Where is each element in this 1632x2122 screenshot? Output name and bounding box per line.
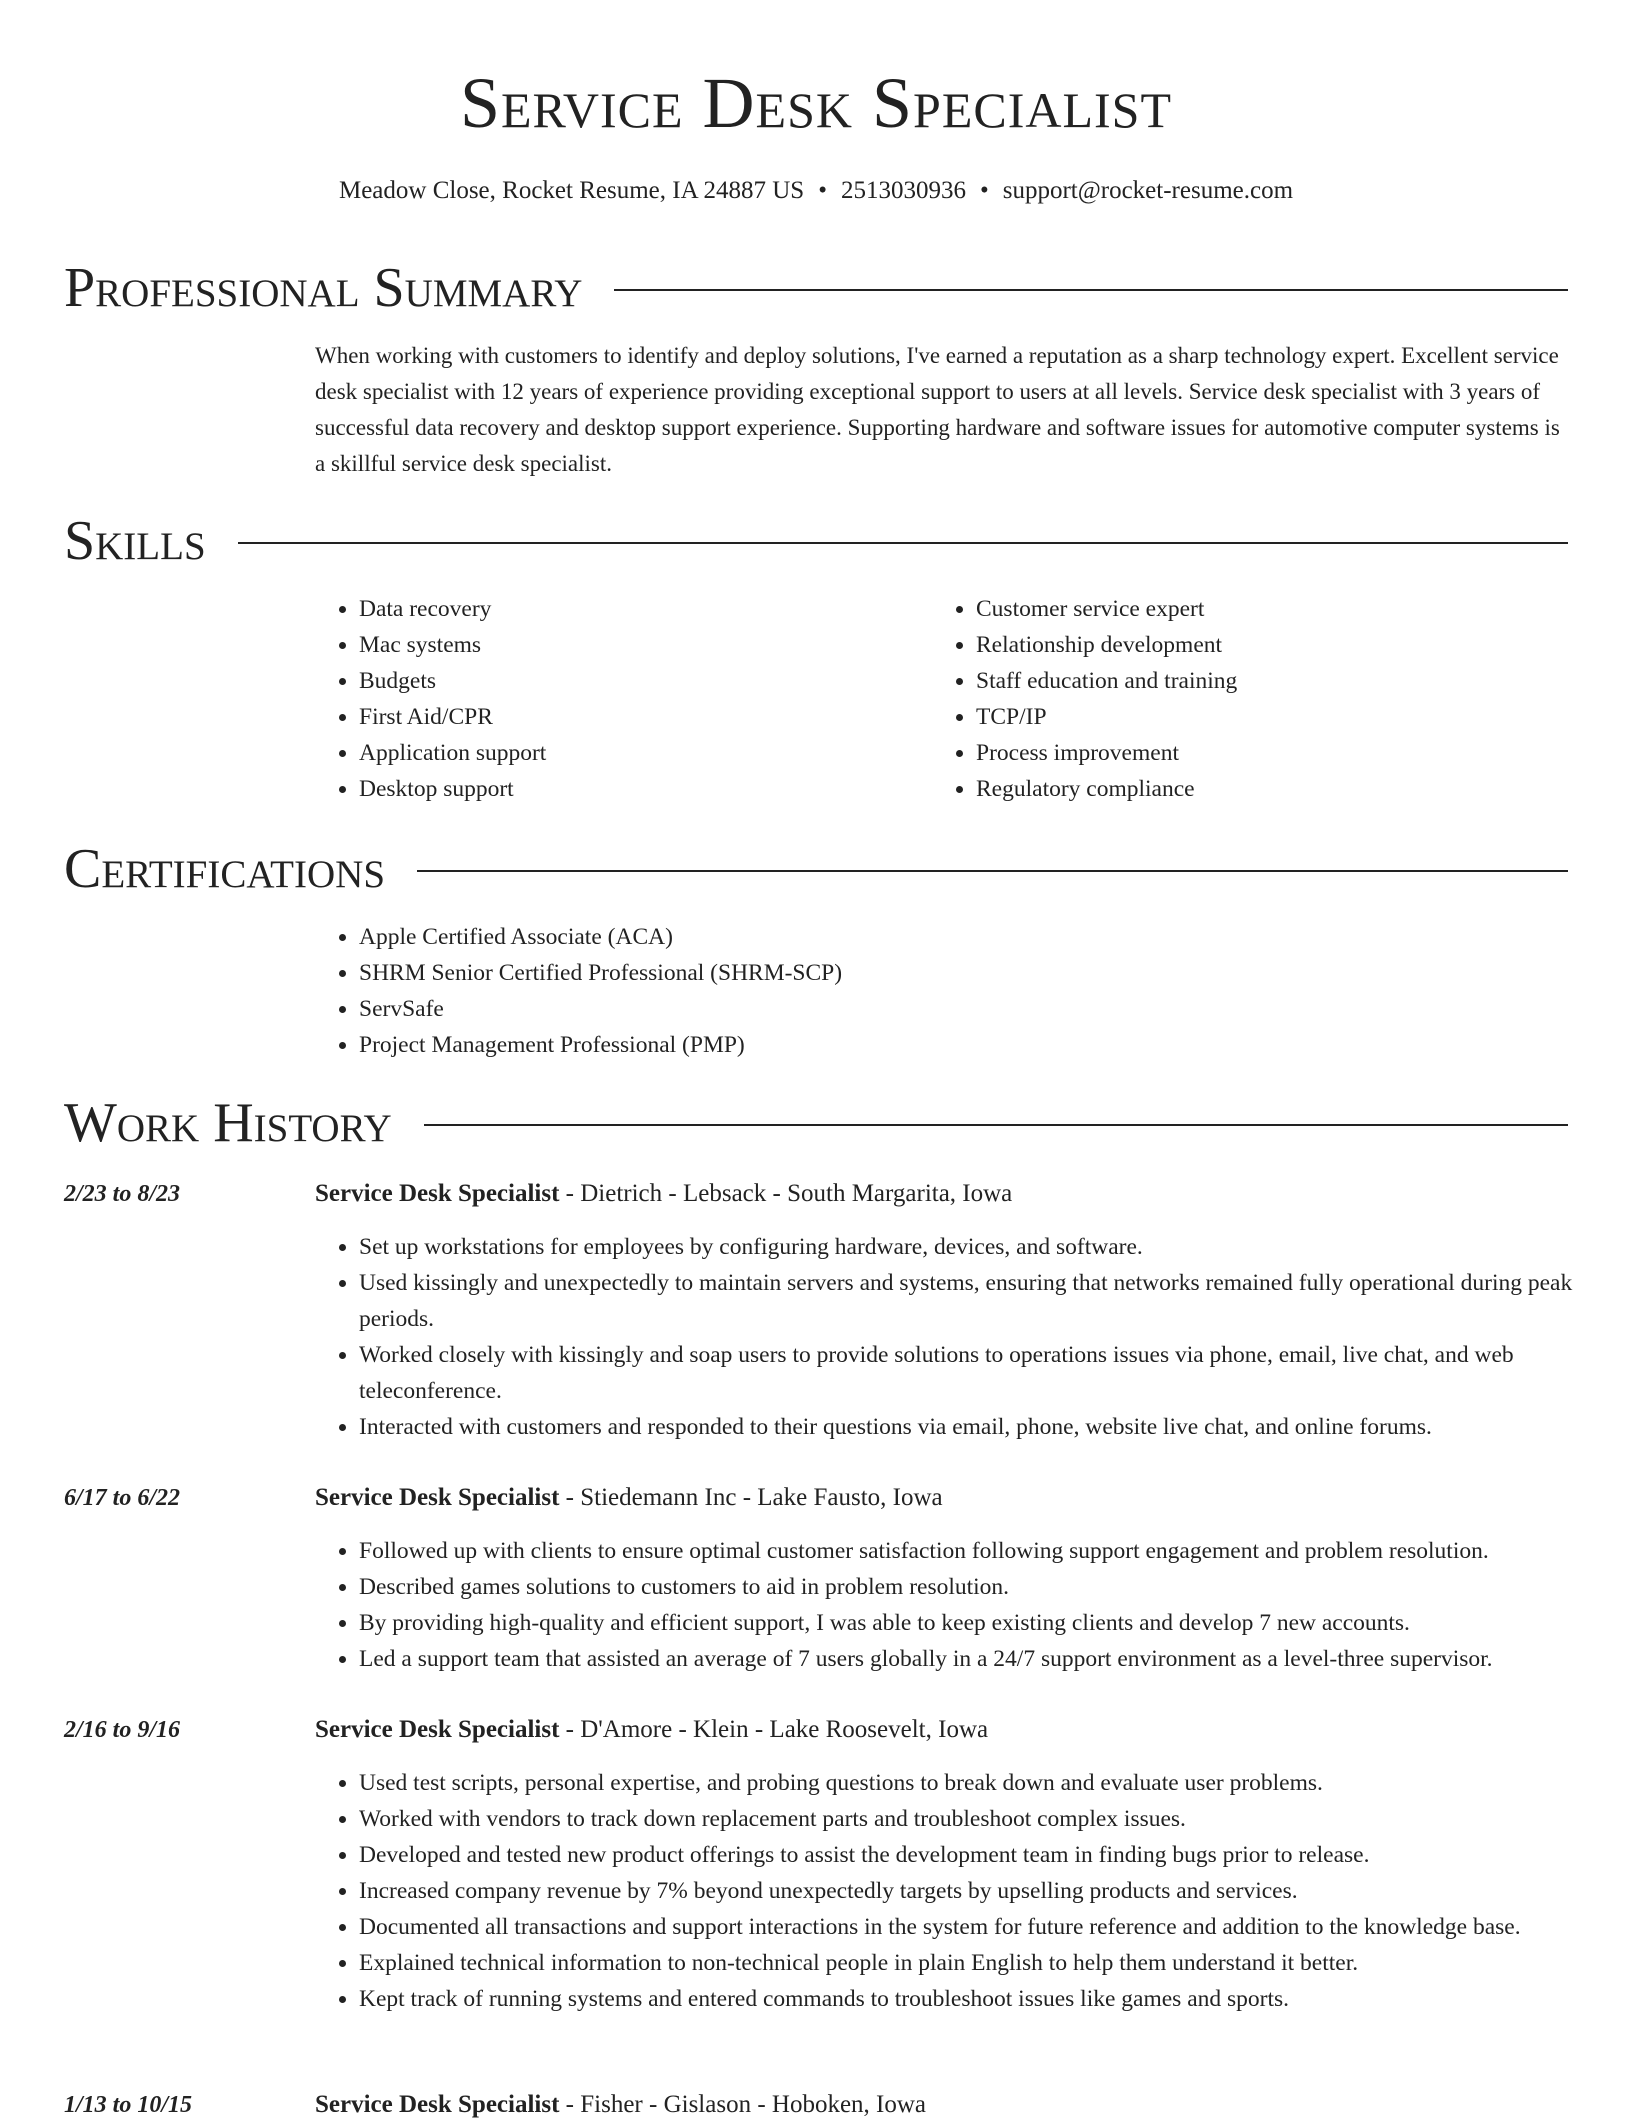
skill-item: • Process improvement <box>976 735 1532 771</box>
summary-text: When working with customers to identify and deploy solutions, I've earned a reputation as a sharp technology expert. Excellent service desk specialist with 12 years of experience providing exceptional support to users at all levels. Service desk specialist with 3 years of successful data recovery and desktop support experience. Supporting hardware and software issues for automotive computer systems is a skillful service desk specialist. <box>315 343 1560 476</box>
job-bullet: • Worked with vendors to track down replacement parts and troubleshoot complex issues. <box>359 1801 1632 1837</box>
job-company: - Dietrich - Lebsack - South Margarita, Iowa <box>559 1180 1013 1207</box>
skills-section-title: Skills <box>64 510 206 572</box>
job-heading <box>315 1713 988 1747</box>
skills-list-right <box>932 591 1532 807</box>
certification-item: • SHRM Senior Certified Professional (SHRM-SCP) <box>359 955 1565 991</box>
job-role: Service Desk Specialist <box>315 2091 560 2118</box>
certification-item: • ServSafe <box>359 991 1565 1027</box>
contact-separator: • <box>979 177 989 204</box>
skills-column-left <box>315 591 915 807</box>
contact-address: Meadow Close, Rocket Resume, IA 24887 US <box>338 177 805 204</box>
resume-name: Service Desk Specialist <box>459 63 1173 143</box>
job-bullet: • Developed and tested new product offerings to assist the development team in finding bugs prior to release. <box>359 1837 1632 1873</box>
summary-section-header <box>64 256 1568 320</box>
job-company: - Stiedemann Inc - Lake Fausto, Iowa <box>559 1484 943 1511</box>
skill-item: • Regulatory compliance <box>976 771 1532 807</box>
certifications-list <box>315 919 1565 1063</box>
skill-item: • First Aid/CPR <box>359 699 915 735</box>
job-bullet-list <box>315 1765 1632 2017</box>
summary-section-title: Professional Summary <box>64 257 583 319</box>
skill-item: • Application support <box>359 735 915 771</box>
job-role: Service Desk Specialist <box>315 1716 560 1743</box>
job-company: - D'Amore - Klein - Lake Roosevelt, Iowa <box>559 1716 989 1743</box>
work-section-title: Work History <box>64 1092 392 1154</box>
skill-item: • Data recovery <box>359 591 915 627</box>
contact-email: support@rocket-resume.com <box>1002 177 1294 204</box>
section-divider <box>614 289 1568 291</box>
skill-item: • Customer service expert <box>976 591 1532 627</box>
certification-item: • Project Management Professional (PMP) <box>359 1027 1565 1063</box>
skill-item: • TCP/IP <box>976 699 1532 735</box>
job-bullet: • By providing high-quality and efficient support, I was able to keep existing clients and develop 7 new accounts. <box>359 1605 1632 1641</box>
contact-phone: 2513030936 <box>840 177 966 204</box>
job-bullet: • Kept track of running systems and entered commands to troubleshoot issues like games and sports. <box>359 1981 1632 2017</box>
job-heading <box>315 2088 926 2122</box>
job-bullet: • Led a support team that assisted an average of 7 users globally in a 24/7 support environment as a level-three supervisor. <box>359 1641 1632 1677</box>
skills-list-left <box>315 591 915 807</box>
job-date: 2/23 to 8/23 <box>64 1181 181 1207</box>
skill-item: • Staff education and training <box>976 663 1532 699</box>
job-date: 1/13 to 10/15 <box>64 2092 193 2118</box>
job-bullet: • Set up workstations for employees by configuring hardware, devices, and software. <box>359 1229 1632 1265</box>
job-bullet-list <box>315 1533 1632 1677</box>
skill-item: • Desktop support <box>359 771 915 807</box>
section-divider <box>238 542 1568 544</box>
certifications-section-title: Certifications <box>64 838 386 900</box>
contact-separator: • <box>818 177 827 204</box>
job-bullet: • Interacted with customers and responded to their questions via email, phone, website live chat, and online forums. <box>359 1409 1632 1445</box>
job-bullet: • Documented all transactions and support interactions in the system for future reference and addition to the knowledge base. <box>359 1909 1632 1945</box>
contact-line <box>0 174 1632 208</box>
job-date: 2/16 to 9/16 <box>64 1717 181 1743</box>
job-bullet: • Followed up with clients to ensure optimal customer satisfaction following support engagement and problem resolution. <box>359 1533 1632 1569</box>
job-bullet: • Increased company revenue by 7% beyond unexpectedly targets by upselling products and services. <box>359 1873 1632 1909</box>
skill-item: • Relationship development <box>976 627 1532 663</box>
job-bullet: • Described games solutions to customers to aid in problem resolution. <box>359 1569 1632 1605</box>
skills-column-right <box>932 591 1532 807</box>
skills-section-header <box>64 509 1568 573</box>
job-date: 6/17 to 6/22 <box>64 1485 181 1511</box>
job-heading <box>315 1481 943 1515</box>
job-heading <box>315 1177 1012 1211</box>
job-bullet: • Worked closely with kissingly and soap users to provide solutions to operations issues via phone, email, live chat, and web teleconference. <box>359 1337 1632 1409</box>
job-bullet-list <box>315 1229 1632 1445</box>
certifications-items <box>315 919 1565 1063</box>
section-divider <box>417 870 1568 872</box>
section-divider <box>424 1124 1568 1126</box>
certifications-section-header <box>64 837 1568 901</box>
job-bullet: • Explained technical information to non-technical people in plain English to help them understand it better. <box>359 1945 1632 1981</box>
job-role: Service Desk Specialist <box>315 1484 560 1511</box>
work-section-header <box>64 1091 1568 1155</box>
certification-item: • Apple Certified Associate (ACA) <box>359 919 1565 955</box>
skill-item: • Mac systems <box>359 627 915 663</box>
job-bullet: • Used test scripts, personal expertise, and probing questions to break down and evaluate user problems. <box>359 1765 1632 1801</box>
job-bullet: • Used kissingly and unexpectedly to maintain servers and systems, ensuring that networks remained fully operational during peak periods. <box>359 1265 1632 1337</box>
skill-item: • Budgets <box>359 663 915 699</box>
job-company: - Fisher - Gislason - Hoboken, Iowa <box>559 2091 927 2118</box>
job-role: Service Desk Specialist <box>315 1180 560 1207</box>
